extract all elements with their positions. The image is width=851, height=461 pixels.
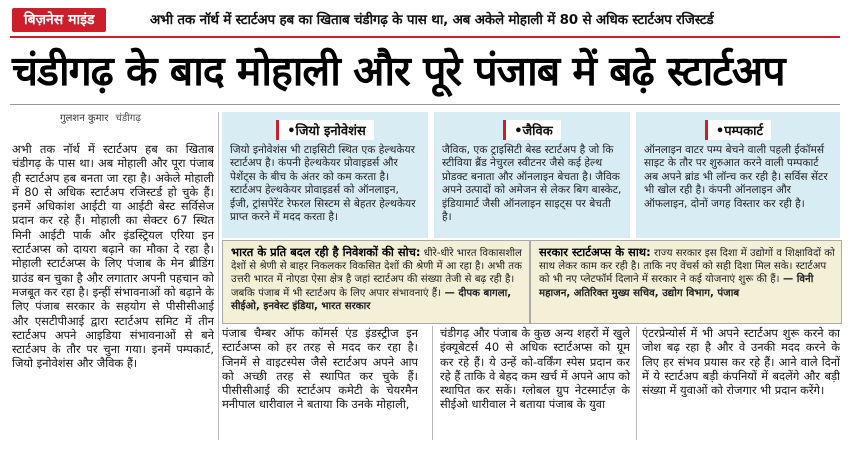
box-title: •पम्पकार्ट bbox=[705, 120, 771, 140]
quote-lead: भारत के प्रति बदल रही है निवेशकों की सोच: bbox=[231, 245, 421, 259]
kicker: अभी तक नॉर्थ में स्टार्टअप हब का खिताब चंडीगढ़ के पास था, अब अकेले मोहाली में 80 से अधिक स्टार्टअप रजिस्टर्ड bbox=[150, 12, 714, 28]
top-rule bbox=[10, 36, 840, 38]
box-title: •जियो इनोवेशंस bbox=[276, 120, 374, 140]
byline-author: गुलशन कुमार bbox=[60, 113, 109, 124]
byline-location: चंडीगढ़ bbox=[115, 113, 142, 124]
headline-rule bbox=[10, 104, 840, 105]
info-box-jaivik bbox=[434, 112, 630, 238]
article-column-1: अभी तक नॉर्थ में स्टार्टअप हब का खिताब चंडीगढ़ के पास था। अब मोहाली और पूरा पंजाब ही स्टार्टअप हब बनता जा रहा है। अकेले मोहाली में 80 से अधिक स्टार्टअप रजिस्टर्ड हो चुके हैं। इनमें अधिकांश आईटी या आईटी बेस्ट सर्विसेज प्रदान कर रहे हैं। मोहाली का सेक्टर 67 स्थित मिनी आईटी पार्क और इंडस्ट्रियल एरिया इन स्टार्टअप्स को दायरा बढ़ाने का मौका दे रहा है। मोहाली स्टार्टअप्स के लिए पंजाब के मेन ब्रीडिंग ग्राउंड बन चुका है और लगातार अपनी पहचान को मजबूत कर रहा है। इन्हीं संभावनाओं को बढ़ाने के लिए पंजाब सरकार के सहयोग से पीसीसीआई और एसटीपीआई द्वारा स्टार्टअप समिट में तीन स्टार्टअप अपने आइडिया संभावनाओं से बने स्टार्टअप के तौर पर चुना गया। इनमें पम्पकार्ट, जियो इनोवेशंस और जैविक हैं। bbox=[12, 142, 214, 371]
info-box-jio-innovations bbox=[222, 112, 428, 238]
quote-attribution: — विनी महाजन, अतिरिक्त मुख्य सचिव, उद्योग विभाग, पंजाब bbox=[539, 274, 814, 299]
quote-text: धीरे-धीरे भारत विकासशील देशों से श्रेणी से बाहर निकलकर विकसित देशों की श्रेणी में आ रहा है। अभी तक उत्तरी भारत में नोएडा ऐसा क्षेत्र है जहां स्टार्टअप की संख्या तेजी से बढ़ रही है। जबकि पंजाब में भी स्टार्टअप के लिए अपार संभावनाएं हैं। bbox=[231, 248, 522, 299]
quote-box-investors bbox=[222, 240, 530, 324]
column-divider bbox=[636, 326, 637, 440]
column-divider bbox=[218, 112, 219, 440]
headline: चंडीगढ़ के बाद मोहाली और पूरे पंजाब में बढ़े स्टार्टअप bbox=[12, 47, 785, 95]
quote-attribution: — दीपक बागला, सीईओ, इनवेस्ट इंडिया, भारत सरकार bbox=[231, 287, 512, 312]
box-title: •जैविक bbox=[503, 120, 561, 140]
article-column-3: चंडीगढ़ और पंजाब के कुछ अन्य शहरों में खुले इंक्यूबेटर्स 40 से अधिक स्टार्टअप्स को ग्रूम कर रहे हैं। ये उन्हें को-वर्किंग स्पेस प्रदान कर रहे हैं ताकि वे बेहद कम खर्च में अपने आप को स्थापित कर सकें। ग्लोबल ग्रुप नेटस्मार्टज़ के सीईओ धारीवाल ने बताया पंजाब के युवा bbox=[440, 326, 630, 412]
quote-box-government bbox=[530, 240, 842, 324]
box-body: जैविक, एक ट्राइसिटी बेस्ड स्टार्टअप है जो कि स्टीविया ब्रैंड नेचुरल स्वीटनर जैसे कई हेल्थ प्रोडक्ट बनाता और ऑनलाइन बेचता है। जैविक अपने उत्पादों को अमेजन से लेकर बिग बास्केट, इंडियामार्ट जैसी ऑनलाइन साइट्स पर बेचती है। bbox=[442, 144, 622, 224]
column-divider bbox=[432, 326, 433, 440]
article-column-4: एंटरप्रेन्योर्स में भी अपने स्टार्टअप शुरू करने का जोश बढ़ रहा है और वे उनकी मदद करने के लिए हर संभव प्रयास कर रहे हैं। आने वाले दिनों में ये स्टार्टअप बड़ी कंपनियों में बदलेंगे और बड़ी संख्या में युवाओं को रोजगार भी प्रदान करेंगे। bbox=[642, 326, 840, 398]
article-column-2: पंजाब चैम्बर ऑफ कॉमर्स एंड इंडस्ट्रीज इन स्टार्टअप्स को हर तरह से मदद कर रहा है। जिनमें से वाइटस्पेस जैसे स्टार्टअप अपने आप को अच्छी तरह से स्थापित कर चुके हैं। पीसीसीआई की स्टार्टअप कमेटी के चेयरमैन मनीपाल धारीवाल ने बताया कि उनके मोहाली, bbox=[222, 326, 418, 412]
section-tag: बिज़नेस माइंड bbox=[12, 8, 106, 32]
info-box-pumpkart bbox=[636, 112, 840, 238]
top-bar bbox=[0, 0, 851, 38]
quote-lead: सरकार स्टार्टअप्स के साथ: bbox=[539, 245, 651, 259]
quote-text: राज्य सरकार इस दिशा में उद्योगों व शिक्षाविदों को साथ लेकर काम कर रही है। ताकि नए वेंचर्स को सही दिशा मिल सके। स्टार्टअप को भी नए प्लेटफॉर्म दिलाने में सरकार ने कई योजनाएं शुरू की हैं। bbox=[539, 248, 835, 286]
box-body: जियो इनोवेशंस भी टाइसिटी स्थित एक हेल्थकेयर स्टार्टअप है। कंपनी हेल्थकेयर प्रोवाइडर्स और पेशेंट्स के बीच के अंतर को कम करता है। स्टार्टअप हेल्थकेयर प्रोवाइडर्स को ऑनलाइन, ईजी, ट्रांसपेरेंट रेफरल सिस्टम से बेहतर हेल्थकेयर प्राप्त करने में मदद करता है। bbox=[230, 144, 416, 224]
byline bbox=[60, 110, 141, 124]
box-body: ऑनलाइन वाटर पम्प बेचने वाली पहली ईकॉमर्स साइट के तौर पर शुरुआत करने वाली पम्पकार्ट अब अपने ब्रांड भी लॉन्च कर रही है। सर्विस सेंटर भी खोल रही है। कंपनी ऑनलाइन और ऑफलाइन, दोनों जगह विस्तार कर रही है। bbox=[644, 144, 828, 210]
